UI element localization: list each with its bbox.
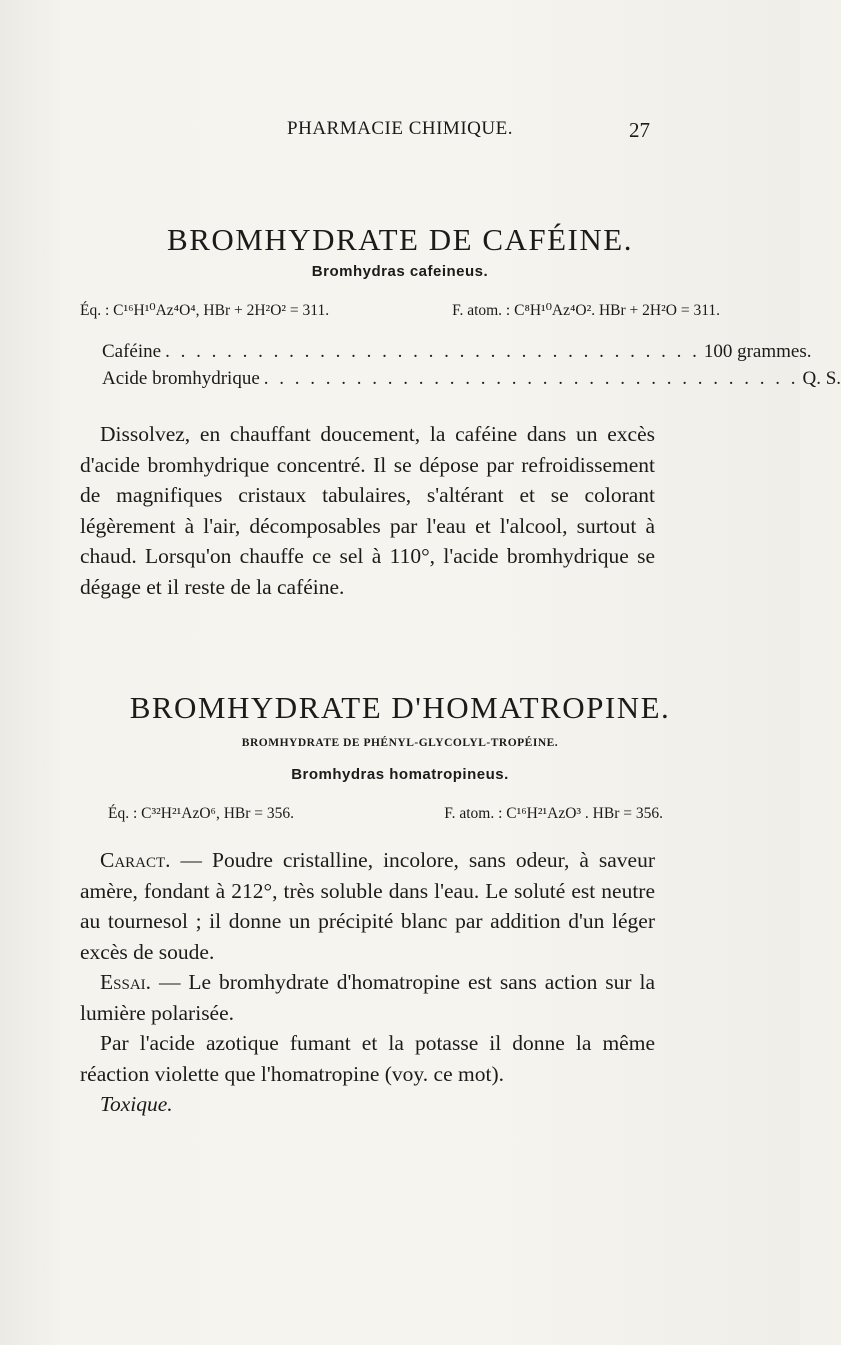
recipe-list: [102, 341, 841, 395]
running-title: PHARMACIE CHIMIQUE.: [287, 118, 513, 139]
ingredient-name: Acide bromhydrique: [102, 368, 260, 389]
latin-name-homatropine: Bromhydras homatropineus.: [291, 766, 509, 783]
reaction-paragraph: Par l'acide azotique fumant et la potasse il donne la même réaction violette que l'homatropine (voy. ce mot).: [80, 1031, 655, 1086]
formula-equivalent: Éq. : C³²H²¹AzO⁶, HBr = 356.: [108, 805, 294, 822]
ingredient-quantity: 100 grammes.: [703, 341, 812, 362]
section-title-homatropine: BROMHYDRATE D'HOMATROPINE.: [129, 690, 671, 725]
caract-paragraph: [80, 845, 655, 967]
latin-name-cafeine: Bromhydras cafeineus.: [311, 263, 489, 280]
ingredient-quantity: Q. S.: [802, 368, 841, 389]
caract-label: Caract.: [100, 848, 171, 872]
homatropine-description: [80, 845, 655, 1120]
essai-paragraph: [80, 967, 655, 1028]
essai-label: Essai.: [100, 970, 152, 994]
paragraph-cafeine: [80, 419, 655, 602]
recipe-item: [102, 368, 841, 395]
recipe-item: [102, 341, 812, 368]
paragraph-text: Dissolvez, en chauffant doucement, la caféine dans un excès d'acide bromhydrique concentré. Il se dépose par refroidissement de magnifiques cristaux tabulaires, s'altérant et se colorant légèrement à l'air, décomposables par l'eau et l'alcool, surtout à chaud. Lorsqu'on chauffe ce sel à 110°, l'acide bromhydrique se dégage et il reste de la caféine.: [80, 422, 655, 599]
essai-text: — Le bromhydrate d'homatropine est sans action sur la lumière polarisée.: [80, 970, 655, 1025]
formula-line-homatropine: [108, 805, 663, 823]
chemical-subtitle: BROMHYDRATE DE PHÉNYL-GLYCOLYL-TROPÉINE.: [241, 737, 559, 749]
section-title-cafeine: BROMHYDRATE DE CAFÉINE.: [167, 222, 633, 257]
formula-equivalent: Éq. : C¹⁶H¹⁰Az⁴O⁴, HBr + 2H²O² = 311.: [80, 302, 330, 319]
caract-text: — Poudre cristalline, incolore, sans odeur, à saveur amère, fondant à 212°, très soluble dans l'eau. Le soluté est neutre au tournesol ; il donne un précipité blanc par addition d'un léger excès de soude.: [80, 848, 655, 964]
leader-dots: . . . . . . . . . . . . . . . . . . . . . . . . . . . . . . . . . . .: [263, 368, 799, 389]
formula-line-cafeine: [80, 301, 720, 320]
ingredient-name: Caféine: [102, 341, 162, 362]
formula-atomic: F. atom. : C¹⁶H²¹AzO³ . HBr = 356.: [444, 805, 663, 822]
toxic-note: Toxique.: [100, 1092, 173, 1116]
leader-dots: . . . . . . . . . . . . . . . . . . . . . . . . . . . . . . . . . . .: [165, 341, 700, 362]
formula-atomic: F. atom. : C⁸H¹⁰Az⁴O². HBr + 2H²O = 311.: [452, 302, 720, 319]
page-number: 27: [629, 118, 650, 142]
page-header: [0, 118, 800, 148]
